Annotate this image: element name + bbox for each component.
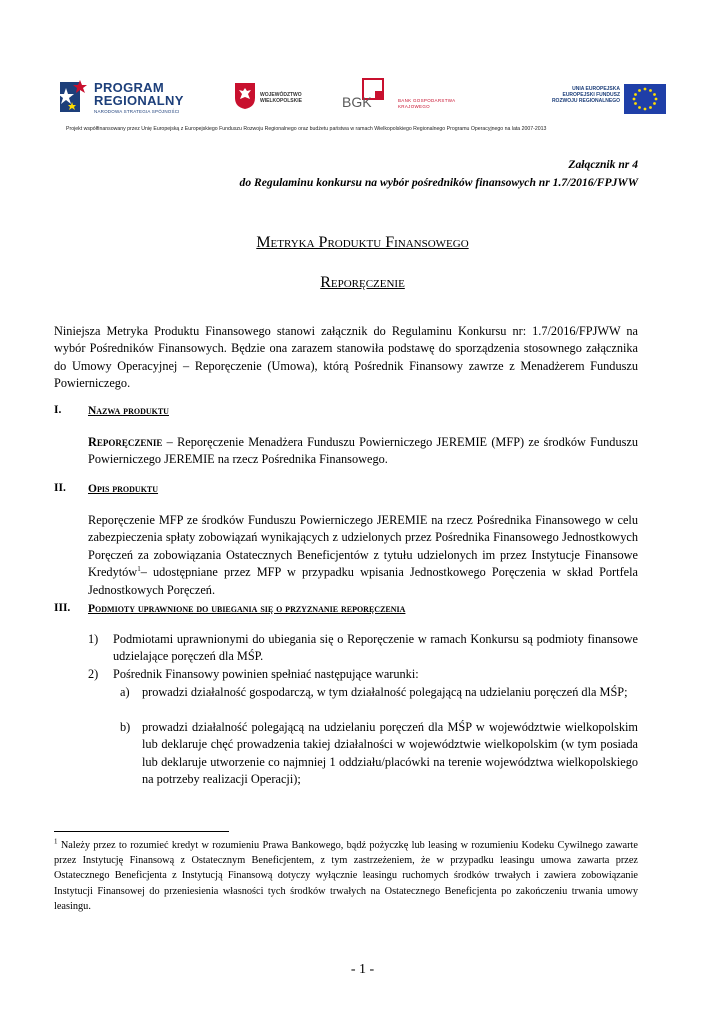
list-item-number: 2) bbox=[88, 667, 99, 681]
attachment-block bbox=[240, 156, 638, 192]
eu-flag-icon bbox=[624, 84, 666, 114]
page-subtitle-text: Reporęczenie bbox=[320, 274, 405, 291]
section-2-label: Opis produktu bbox=[88, 483, 159, 495]
section-1-number: I. bbox=[54, 404, 62, 416]
list-item-text: Podmiotami uprawnionymi do ubiegania się o Reporęczenie w ramach Konkursu są podmioty finansowe udzielające poręczeń dla MŚP. bbox=[113, 632, 638, 664]
program-line1: PROGRAM bbox=[94, 80, 164, 95]
bgk-mark: BGK bbox=[342, 94, 372, 110]
section-1-term: Reporęczenie bbox=[88, 435, 163, 449]
sub-list-item-text: prowadzi działalność gospodarczą, w tym działalność polegającą na udzielaniu poręczeń dla MŚP; bbox=[142, 685, 628, 699]
ue-line3: ROZWOJU REGIONALNEGO bbox=[551, 98, 620, 104]
page-subtitle bbox=[0, 274, 725, 292]
sub-list-item-number: a) bbox=[120, 685, 130, 699]
attachment-line2: do Regulaminu konkursu na wybór pośredników finansowych nr 1.7/2016/FPJWW bbox=[239, 176, 638, 189]
section-2-number: II. bbox=[54, 482, 66, 494]
section-2-text-b: – udostępniane przez MFP w przypadku wpisania Jednostkowego Poręczenia w skład Portfela Jednostkowych Poręczeń. bbox=[88, 565, 638, 597]
section-1-heading bbox=[54, 404, 638, 420]
woj-line2: WIELKOPOLSKIE bbox=[260, 98, 302, 104]
footnote-separator bbox=[54, 831, 229, 832]
section-3-label: Podmioty uprawnione do ubiegania się o przyznanie reporęczenia bbox=[88, 603, 406, 615]
section-1-paragraph bbox=[88, 434, 638, 469]
list-item bbox=[88, 666, 638, 683]
list-item-number: 1) bbox=[88, 632, 99, 646]
eagle-crest-icon bbox=[234, 82, 256, 110]
woj-line1: WOJEWÓDZTWO bbox=[260, 92, 302, 98]
bgk-line1: BANK GOSPODARSTWA bbox=[398, 98, 456, 103]
page-number: - 1 - bbox=[350, 962, 375, 977]
sub-list-item-number: b) bbox=[120, 720, 131, 734]
section-2-heading bbox=[54, 482, 638, 498]
section-2-paragraph bbox=[88, 512, 638, 599]
ue-line2: EUROPEJSKI FUNDUSZ bbox=[562, 92, 620, 98]
sub-list-item bbox=[120, 719, 638, 789]
list-item-text: Pośrednik Finansowy powinien spełniać następujące warunki: bbox=[113, 667, 419, 681]
footnote bbox=[54, 838, 638, 914]
list-item bbox=[88, 631, 638, 666]
attachment-line1: Załącznik nr 4 bbox=[568, 158, 638, 171]
sub-list-item-text: prowadzi działalność polegającą na udzielaniu poręczeń dla MŚP w województwie wielkopolskim lub deklaruje chęć prowadzenia takiej działalności w województwie wielkopolskim (w tym posiada lub deklaruje utworzenie co najmniej 1 oddziału/placówki na terenie województwa wielkopolskiego na potrzeby realizacji Operacji); bbox=[142, 720, 638, 787]
footnote-text: Należy przez to rozumieć kredyt w rozumieniu Prawa Bankowego, bądź pożyczkę lub leasing w rozumieniu Kodeku Cywilnego zawarte przez Instytucję Finansową z Ostatecznym Beneficjentem, z tym zastrzeżeniem, że w przypadku leasingu umowa zawarta przez Ostatecznego Beneficjenta z Instytucją Finansową dotyczy wyłącznie leasingu ruchomych środków trwałych i zawiera zobowiązanie Instytucji Finansowej do przeniesienia własności tych środków trwałych na Ostatecznego Beneficjenta po zakończeniu trwania umowy leasingu. bbox=[54, 840, 638, 912]
program-sub: NARODOWA STRATEGIA SPÓJNOŚCI bbox=[94, 109, 180, 114]
program-star-icon bbox=[58, 78, 88, 116]
funding-note: Projekt współfinansowany przez Unię Europejską z Europejskiego Funduszu Rozwoju Regionalnego oraz budżetu państwa w ramach Wielkopolskiego Regionalnego Programu Operacyjnego na lata 2007-2013 bbox=[66, 126, 547, 132]
page-title-text: Metryka Produktu Finansowego bbox=[256, 234, 469, 251]
sub-list-item bbox=[120, 684, 638, 701]
footnote-ref[interactable]: 1 bbox=[137, 565, 141, 574]
eu-logo bbox=[508, 80, 666, 120]
ue-line1: UNIA EUROPEJSKA bbox=[572, 86, 620, 92]
section-3-heading bbox=[54, 602, 638, 618]
section-2-text-a: Reporęczenie MFP ze środków Funduszu Powierniczego JEREMIE na rzecz Pośrednika Finansowego w celu zabezpieczenia spłaty zobowiązań wynikających z udzielonych przez Pośrednika Finansowego Jednostkowych Poręczeń za zobowiązania Ostatecznych Beneficjentów z tytułu udzielonych im przez Instytucje Finansowe Kredytów bbox=[88, 513, 638, 580]
intro-paragraph: Niniejsza Metryka Produktu Finansowego stanowi załącznik do Regulaminu Konkursu nr: 1.7/2016/FPJWW na wybór Pośredników Finansowych. Będzie ona zarazem stanowiła podstawę do sporządzenia stosownego załącznika do Umowy Operacyjnej – Reporęczenie (Umowa), którą Pośrednik Finansowy zawrze z Menadżerem Funduszu Powierniczego. bbox=[54, 324, 638, 391]
program-line2: REGIONALNY bbox=[94, 93, 184, 108]
bgk-logo bbox=[340, 78, 480, 120]
program-regionalny-logo bbox=[58, 76, 208, 122]
header-logos bbox=[58, 76, 668, 124]
bgk-line2: KRAJOWEGO bbox=[398, 104, 430, 109]
section-1-label: Nazwa produktu bbox=[88, 405, 169, 417]
footnote-number: 1 bbox=[54, 837, 58, 846]
section-3-number: III. bbox=[54, 602, 71, 614]
wojewodztwo-logo bbox=[234, 82, 324, 118]
page-title bbox=[0, 234, 725, 252]
section-1-text: – Reporęczenie Menadżera Funduszu Powierniczego JEREMIE (MFP) ze środków Funduszu Powierniczego JEREMIE na rzecz Pośrednika Finansowego. bbox=[88, 435, 638, 467]
